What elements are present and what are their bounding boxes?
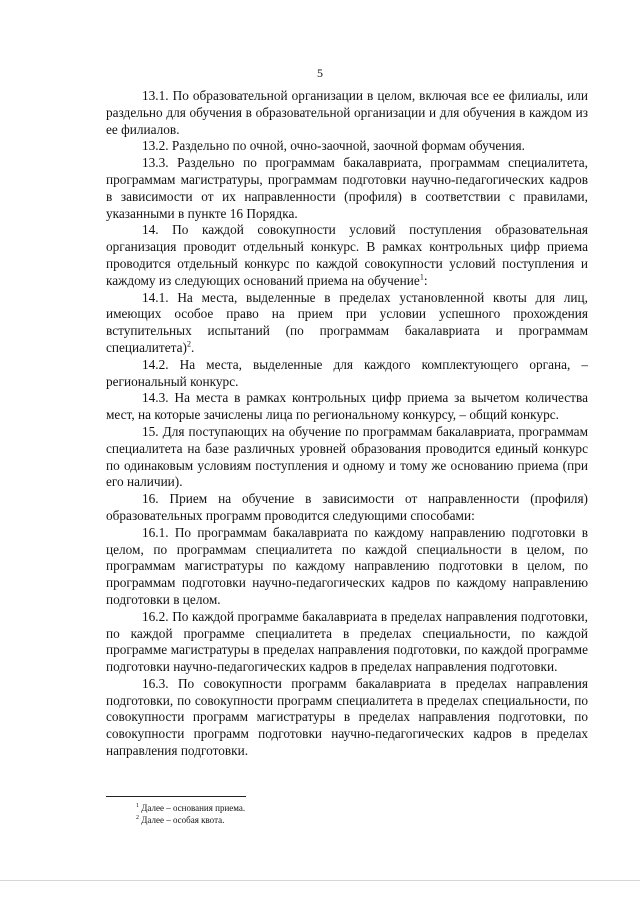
- scan-edge-line: [0, 880, 640, 881]
- body-text: [106, 88, 588, 760]
- paragraph-14-3: 14.3. На места в рамках контрольных цифр приема за вычетом количества мест, на которые зачислены лица по региональному конкурсу, – общий конкурс.: [106, 390, 588, 423]
- paragraph-14-1: 14.1. На места, выделенные в пределах установленной квоты для лиц, имеющих особое право на прием при условии успешного прохождения вступительных испытаний (по программам бакалавриата и программам специалитета)$^2$.: [106, 289, 588, 355]
- footnote-2: $^2$ Далее – особая квота.: [136, 815, 225, 825]
- paragraph-16-2: 16.2. По каждой программе бакалавриата в пределах направления подготовки, по каждой программе специалитета в пределах специальности, по каждой программе магистратуры в пределах направления подготовки, по каждой программе подготовки научно-педагогических кадров в пределах направления подготовки.: [106, 608, 588, 675]
- paragraph-15: 15. Для поступающих на обучение по программам бакалавриата, программам специалитета на базе различных уровней образования проводится единый конкурс по одинаковым условиям поступления и одному и тому же основанию приема (при его наличии).: [106, 423, 588, 490]
- paragraph-16-3: 16.3. По совокупности программ бакалавриата в пределах направления подготовки, по совокупности программ специалитета в пределах специальности, по совокупности программ магистратуры в пределах направления подготовки, по совокупности программ подготовки научно-педагогических кадров в пределах направления подготовки.: [106, 675, 588, 759]
- paragraph-13-3: 13.3. Раздельно по программам бакалавриата, программам специалитета, программам магистратуры, программам подготовки научно-педагогических кадров в зависимости от их направленности (профиля) в соответствии с правилами, указанными в пункте 16 Порядка.: [106, 155, 588, 221]
- paragraph-16: 16. Прием на обучение в зависимости от направленности (профиля) образовательных программ проводится следующими способами:: [106, 491, 588, 523]
- footnote-ref-2: 2: [186, 339, 191, 349]
- paragraph-13-1: 13.1. По образовательной организации в целом, включая все ее филиалы, или раздельно для обучения в образовательной организации и для обучения в каждом из ее филиалов.: [106, 88, 588, 137]
- footnote-ref-1: 1: [419, 272, 424, 282]
- paragraph-13-2: 13.2. Раздельно по очной, очно-заочной, заочной формам обучения.: [142, 138, 525, 154]
- paragraph-14: 14. По каждой совокупности условий поступления образовательная организация проводит отдельный конкурс. В рамках контрольных цифр приема проводится отдельный конкурс по каждой совокупности условий поступления и каждому из следующих оснований приема на обучение$^1$:: [106, 222, 588, 288]
- footnote-1: $^1$ Далее – основания приема.: [136, 803, 246, 813]
- paragraph-14-2: 14.2. На места, выделенные для каждого комплектующего органа, – региональный конкурс.: [106, 356, 588, 389]
- paragraph-16-1: 16.1. По программам бакалавриата по каждому направлению подготовки в целом, по программам специалитета по каждой специальности в целом, по программам магистратуры по каждому направлению подготовки в целом, по программам подготовки научно-педагогических кадров по каждому направлению подготовки в целом.: [106, 524, 588, 607]
- footnotes: [136, 802, 576, 826]
- page-number: 5: [317, 66, 323, 80]
- footnote-separator: [106, 796, 246, 797]
